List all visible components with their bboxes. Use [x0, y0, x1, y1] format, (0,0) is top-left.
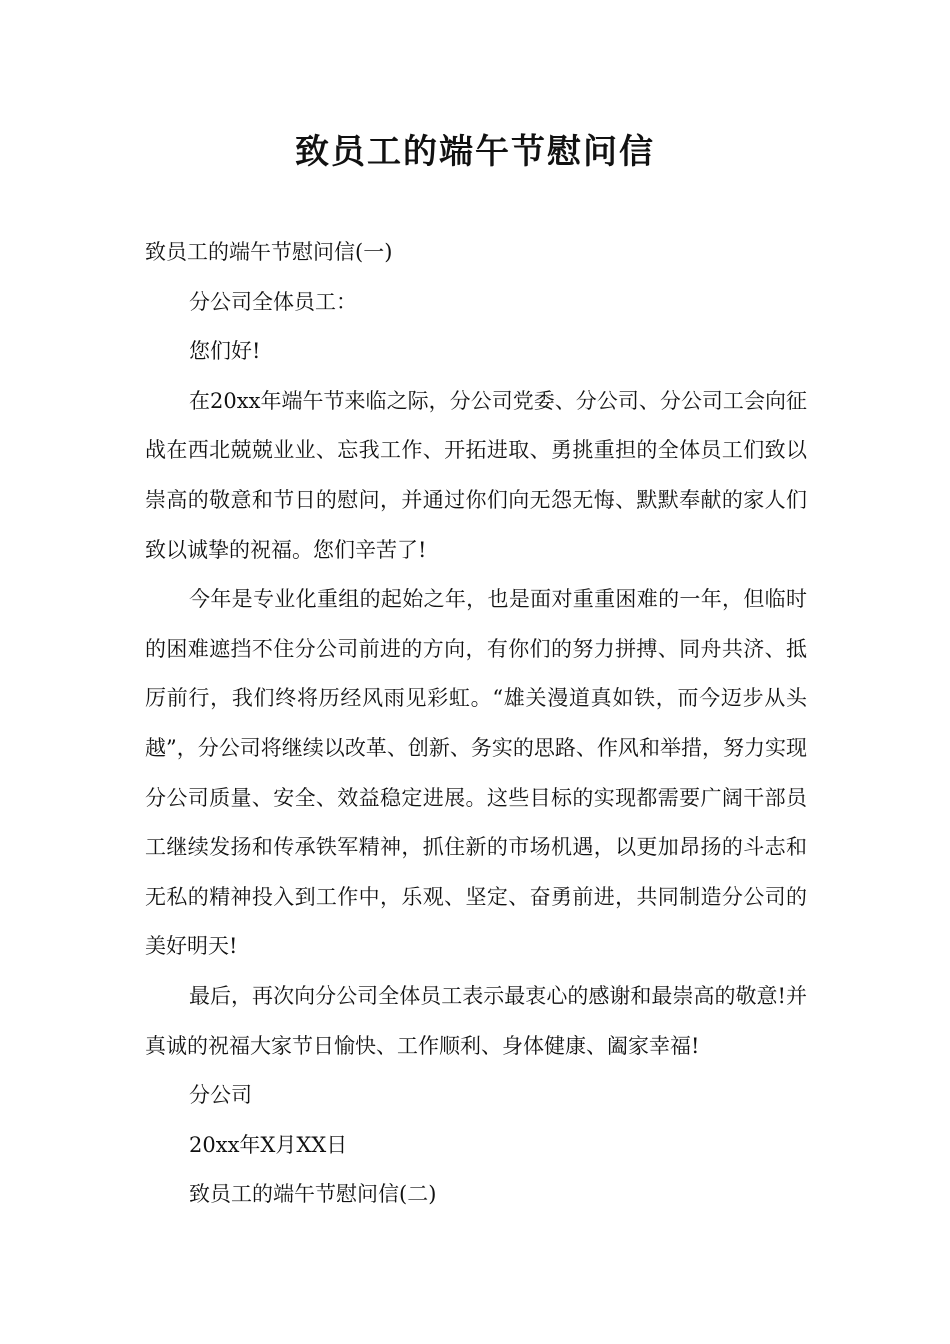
section-heading-2: 致员工的端午节慰问信(二): [189, 1182, 437, 1207]
date-line: 20xx年X月XX日: [189, 1132, 348, 1157]
paragraph-3: 最后，再次向分公司全体员工表示最衷心的感谢和最崇高的敬意!并真诚的祝福大家节日愉快、工作顺利、身体健康、阖家幸福!: [145, 983, 807, 1058]
document-body: [145, 228, 807, 1220]
signature: 分公司: [189, 1083, 252, 1108]
paragraph-2: 今年是专业化重组的起始之年，也是面对重重困难的一年，但临时的困难遮挡不住分公司前进的方向，有你们的努力拼搏、同舟共济、抵厉前行，我们终将历经风雨见彩虹。“雄关漫道真如铁，而今迈步从头越”，分公司将继续以改革、创新、务实的思路、作风和举措，努力实现分公司质量、安全、效益稳定进展。这些目标的实现都需要广阔干部员工继续发扬和传承铁军精神，抓住新的市场机遇，以更加昂扬的斗志和无私的精神投入到工作中，乐观、坚定、奋勇前进，共同制造分公司的美好明天!: [145, 587, 807, 959]
paragraph-1: 在20xx年端午节来临之际，分公司党委、分公司、分公司工会向征战在西北兢兢业业、忘我工作、开拓进取、勇挑重担的全体员工们致以崇高的敬意和节日的慰问，并通过你们向无怨无悔、默默奉献的家人们致以诚挚的祝福。您们辛苦了!: [145, 388, 807, 562]
greeting: 您们好!: [189, 339, 261, 364]
section-heading-1: 致员工的端午节慰问信(一): [145, 240, 393, 264]
salutation: 分公司全体员工：: [189, 289, 357, 314]
document-title: 致员工的端午节慰问信: [295, 132, 655, 172]
